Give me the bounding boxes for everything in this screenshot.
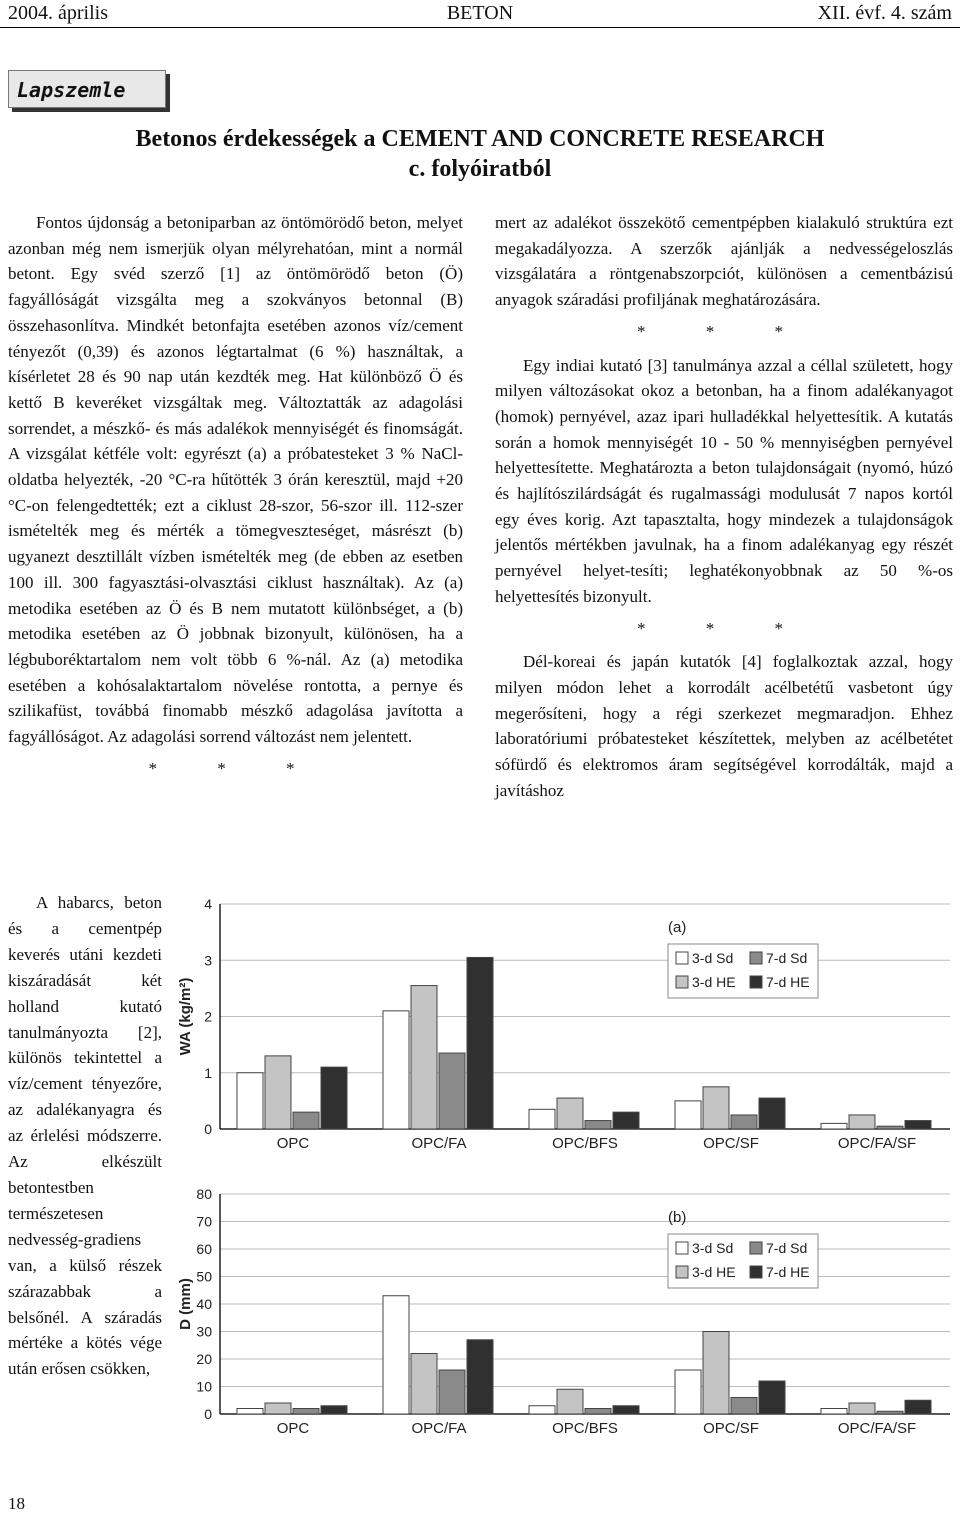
left-paragraph: Fontos újdonság a betoniparban az öntömörödő beton, melyet azonban még nem ismerjük olyan mélyrehatóan, mint a normál betont. Egy svéd szerző [1] az öntömörödő beton (Ö) fagyállóságát vizsgálta meg a szokványos betonnal (B) összehasonlítva. Mindkét betonfajta esetében azonos víz/cement tényezőt (0,39) és azonos légtartalmat (6 %) használtak, a kísérletet 28 és 90 nap után kezdték meg. Hat különböző Ö és kettő B keveréket vizsgáltak meg. Változtatták az adagolási sorrendet, a mészkő- és más adalékok mennyiségét és finomságát. A vizsgálat kétféle volt: egyrészt (a) a próbatesteket 3 % NaCl-oldatba helyezték, -20 °C-ra hűtötték 3 órán keresztül, majd +20 °C-on felengedtették; ezt a ciklust 28-szor, 56-szor ill. 112-szer ismételték meg és mérték a tömegveszteséget, másrészt (b) ugyanezt desztillált vízben ismételték meg (de ebben az esetben 100 ill. 300 fagyasztási-olvasztási ciklust használtak). Az (a) metodika esetében az Ö és B nem mutatott különbséget, a (b) metodika esetében az Ö jobbnak bizonyult, különösen, ha a légbuboréktartalom nem volt több 6 %-nál. Az (a) metodika esetében a kohósalaktartalom növelése rontotta, a pernye és szilikafüst, továbbá finomabb mészkő adagolása javította a fagyállóságot. Az adagolási sorrend változást nem jelentett. [8,213,463,747]
legend-swatch [750,1242,762,1254]
y-axis-label: WA (kg/m²) [177,977,194,1056]
y-tick-label: 1 [204,1064,212,1081]
section-separator: * * * [637,618,811,638]
x-tick-label: OPC/FA [411,1135,467,1152]
bar [849,1403,875,1414]
legend-swatch [676,1266,688,1278]
x-tick-label: OPC/BFS [552,1420,618,1437]
chart-a-svg [172,890,960,1155]
bar [237,1073,263,1129]
bar [703,1087,729,1129]
x-tick-label: OPC/SF [703,1420,759,1437]
legend-label: 7-d HE [766,974,810,990]
bar [877,1411,903,1414]
bar [821,1409,847,1415]
bar [293,1409,319,1415]
header-volume: XII. évf. 4. szám [817,2,952,24]
y-tick-label: 80 [196,1186,212,1202]
article-title: Betonos érdekességek a CEMENT AND CONCRETE RESEARCH [135,126,825,152]
chart-b [172,1180,960,1440]
chart-b-svg [172,1180,960,1440]
y-tick-label: 30 [196,1323,212,1340]
panel-label: (a) [668,919,687,936]
bar [675,1101,701,1129]
legend-swatch [750,976,762,988]
bar [529,1406,555,1414]
panel-label: (b) [668,1209,687,1226]
legend-label: 3-d HE [692,1264,736,1280]
right-paragraph-3: Dél-koreai és japán kutatók [4] foglalkoztak azzal, hogy milyen módon lehet a korrodált acélbetétű vasbetont úgy megerősíteni, hogy a régi szerkezet megmaradjon. Ehhez laboratóriumi próbatesteket készítettek, melyben az acélbetétet sófürdő és elektromos áram segítségével korrodálták, majd a javításhoz [495,652,953,800]
bar [585,1121,611,1129]
bar [467,1340,493,1414]
bar [557,1098,583,1129]
y-tick-label: 3 [204,952,212,969]
legend-label: 3-d Sd [692,950,734,966]
y-tick-label: 10 [196,1378,212,1395]
y-axis-label: D (mm) [177,1278,194,1330]
y-tick-label: 0 [204,1406,212,1422]
legend-swatch [750,1266,762,1278]
bar [411,986,437,1129]
page-number: 18 [8,1494,25,1513]
legend-swatch [750,952,762,964]
header-journal: BETON [446,2,514,24]
bar [237,1409,263,1415]
y-tick-label: 70 [196,1213,212,1230]
bar [759,1381,785,1414]
bar [613,1406,639,1414]
side-column [8,890,162,1382]
bar [905,1121,931,1129]
bar [265,1403,291,1414]
x-tick-label: OPC/FA [411,1420,467,1437]
section-tag: Lapszemle [8,70,166,108]
legend-label: 7-d Sd [766,950,808,966]
bar [293,1112,319,1129]
legend-swatch [676,1242,688,1254]
x-tick-label: OPC/FA/SF [837,1420,917,1437]
bar [821,1123,847,1129]
bar [675,1370,701,1414]
bar [411,1354,437,1415]
section-separator: * * * [148,758,323,778]
bar [849,1115,875,1129]
legend-swatch [676,952,688,964]
bar [703,1332,729,1415]
x-tick-label: OPC/FA/SF [837,1135,917,1152]
legend-label: 3-d Sd [692,1240,734,1256]
legend-label: 7-d Sd [766,1240,808,1256]
bar [529,1109,555,1129]
right-paragraph-2: Egy indiai kutató [3] tanulmánya azzal a céllal született, hogy milyen változásokat okoz a betonban, ha a finom adalékanyagot (homok) pernyével, azaz ipari hulladékkal helyettesítik. A kutatás során a homok mennyiségét 10 - 50 % mennyiségben pernyével helyettesítette. Meghatározta a beton tulajdonságait (nyomó, húzó és hajlítószilárdságát és rugalmassági modulusát 7 napos kortól egy éves korig. Azt tapasztalta, hogy mindezek a tulajdonságok jelentős mértékben javulnak, ha a finom adalékanyag egy részét pernyével helyet-tesíti; leghatékonyobbnak az 50 %-os helyettesítés bizonyult. [495,355,953,606]
bar [759,1098,785,1129]
legend-swatch [676,976,688,988]
header-rule [0,27,960,28]
bar [731,1398,757,1415]
bar [383,1296,409,1414]
bar [265,1056,291,1129]
bar [731,1115,757,1129]
y-tick-label: 2 [204,1008,212,1025]
y-tick-label: 50 [196,1268,212,1285]
bar [557,1389,583,1414]
bar [467,957,493,1129]
side-paragraph: A habarcs, beton és a cementpép keverés utáni kezdeti kiszáradását két holland kutató tanulmányozta [2], különös tekintettel a víz/cement tényezőre, az adalékanyagra és az érlelési módszerre. Az elkészült betontestben természetesen nedvesség-gradiens van, a külső részek szárazabbak a belsőnél. A száradás mértéke a kötés vége után erősen csökken, [8,893,162,1379]
y-tick-label: 40 [196,1296,212,1312]
bar [383,1011,409,1129]
bar [585,1409,611,1415]
y-tick-label: 20 [196,1351,212,1367]
section-separator: * * * [637,321,811,341]
bar [613,1112,639,1129]
chart-a [172,890,960,1155]
left-column [8,210,463,789]
y-tick-label: 0 [204,1121,212,1137]
legend-label: 3-d HE [692,974,736,990]
header-date: 2004. április [8,2,108,24]
y-tick-label: 4 [204,896,212,912]
article-subtitle: c. folyóiratból [408,156,552,182]
bar [321,1067,347,1129]
bar [877,1126,903,1129]
x-tick-label: OPC [276,1420,310,1437]
x-tick-label: OPC [276,1135,310,1152]
bar [321,1406,347,1414]
y-tick-label: 60 [196,1241,212,1257]
page-header [0,0,960,28]
legend-label: 7-d HE [766,1264,810,1280]
bar [439,1053,465,1129]
right-paragraph-1: mert az adalékot összekötő cementpépben kialakuló struktúra ezt megakadályozza. A szerzők ajánlják a nedvességeloszlás vizsgálatára a röntgenabszorpciót, különösen a cementbázisú anyagok száradási profiljának meghatározására. [495,213,953,310]
bar [905,1400,931,1414]
x-tick-label: OPC/SF [703,1135,759,1152]
x-tick-label: OPC/BFS [552,1135,618,1152]
right-column [495,210,953,803]
bar [439,1370,465,1414]
